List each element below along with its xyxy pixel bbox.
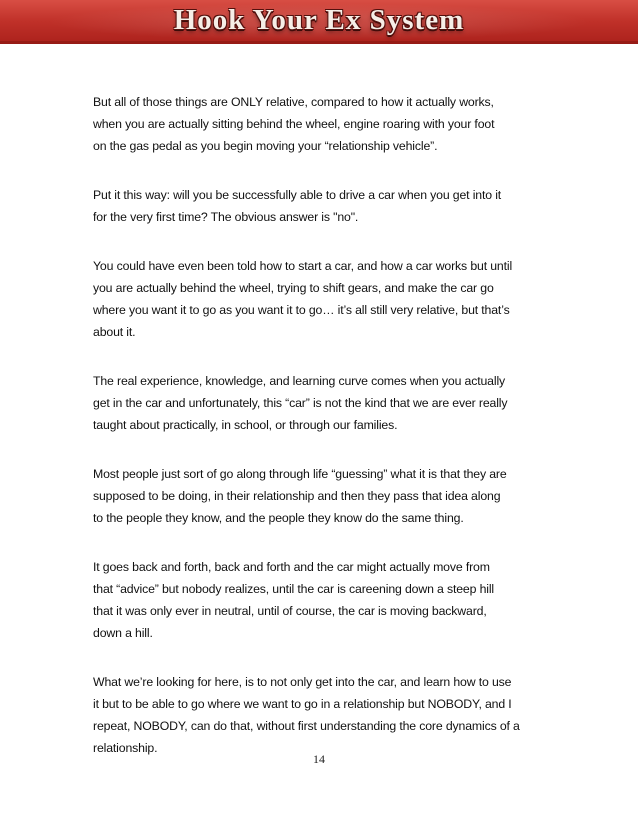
paragraph-line: to the people they know, and the people they know do the same thing. — [93, 511, 464, 525]
paragraph-line: Put it this way: will you be successfully able to drive a car when you get into it — [93, 188, 502, 202]
paragraph-line: It goes back and forth, back and forth and the car might actually move from — [93, 560, 490, 574]
paragraph-5 — [93, 463, 537, 529]
paragraph-line: on the gas pedal as you begin moving your “relationship vehicle”. — [93, 139, 438, 153]
paragraph-line: Most people just sort of go along through life “guessing” what it is that they are — [93, 467, 507, 481]
header-banner — [0, 0, 638, 44]
paragraph-line: repeat, NOBODY, can do that, without first understanding the core dynamics of a — [93, 719, 520, 733]
paragraph-line: about it. — [93, 325, 136, 339]
paragraph-2 — [93, 184, 537, 228]
paragraph-line: you are actually behind the wheel, trying to shift gears, and make the car go — [93, 281, 494, 295]
paragraph-line: when you are actually sitting behind the wheel, engine roaring with your foot — [93, 117, 495, 131]
paragraph-line: You could have even been told how to start a car, and how a car works but until — [93, 259, 513, 273]
paragraph-line: it but to be able to go where we want to go in a relationship but NOBODY, and I — [93, 697, 512, 711]
paragraph-line: supposed to be doing, in their relationship and then they pass that idea along — [93, 489, 501, 503]
paragraph-line: taught about practically, in school, or through our families. — [93, 418, 398, 432]
paragraph-line: where you want it to go as you want it to go… it’s all still very relative, but that’s — [93, 303, 510, 317]
paragraph-line: relationship. — [93, 741, 158, 755]
paragraph-line: that it was only ever in neutral, until of course, the car is moving backward, — [93, 604, 487, 618]
paragraph-line: that “advice” but nobody realizes, until the car is careening down a steep hill — [93, 582, 495, 596]
paragraph-line: down a hill. — [93, 626, 153, 640]
paragraph-line: for the very first time? The obvious answer is "no". — [93, 210, 359, 224]
paragraph-4 — [93, 370, 537, 436]
paragraph-line: What we’re looking for here, is to not only get into the car, and learn how to use — [93, 675, 512, 689]
document-body — [93, 91, 537, 759]
paragraph-line: get in the car and unfortunately, this “car” is not the kind that we are ever really — [93, 396, 508, 410]
paragraph-1 — [93, 91, 537, 157]
paragraph-3 — [93, 255, 537, 343]
paragraph-line: The real experience, knowledge, and learning curve comes when you actually — [93, 374, 506, 388]
paragraph-6 — [93, 556, 537, 644]
header-title: Hook Your Ex System — [173, 4, 465, 36]
paragraph-line: But all of those things are ONLY relative, compared to how it actually works, — [93, 95, 494, 109]
paragraph-7 — [93, 671, 537, 759]
page-number: 14 — [313, 752, 325, 766]
